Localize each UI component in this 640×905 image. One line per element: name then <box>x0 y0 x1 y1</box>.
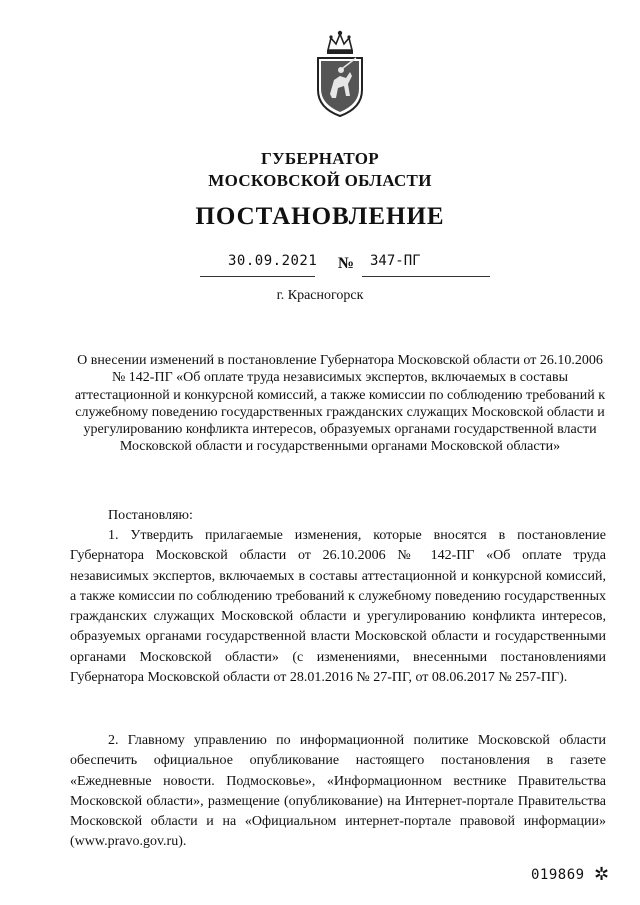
star-mark-icon: ✲ <box>594 864 610 884</box>
paragraph-2: 2. Главному управлению по информационной политике Московской области обеспечить официальное опубликование настоящего постановления в газете «Ежедневные новости. Подмосковье», «Информационном вестнике Правительства Московской области», размещение (опубликование) на Интернет-портале Правительства Московской области и на «Официальном интернет-портале правовой информации» (www.pravo.gov.ru). <box>70 733 606 850</box>
registration-code: 019869 <box>531 867 585 883</box>
document-type-title: ПОСТАНОВЛЕНИЕ <box>195 203 445 230</box>
document-subject: О внесении изменений в постановление Губернатора Московской области от 26.10.2006 № 142-ПГ «Об оплате труда независимых экспертов, включаемых в составы аттестационной и конкурсной комиссий, а также комиссии по соблюдению требований к служебному поведению государственных гражданских служащих Московской области и урегулированию конфликта интересов, образуемых органами государственной власти Московской области и государственными органами Московской области» <box>74 353 606 455</box>
date-underline <box>200 276 315 277</box>
number-underline <box>362 276 490 277</box>
number-sign: № <box>338 255 355 272</box>
city-label: г. Красногорск <box>276 288 364 303</box>
coat-of-arms-icon <box>310 28 370 118</box>
document-date: 30.09.2021 <box>228 253 318 269</box>
document-number: 347-ПГ <box>370 253 421 269</box>
issuer-region: МОСКОВСКОЙ ОБЛАСТИ <box>208 171 432 190</box>
paragraph-1: 1. Утвердить прилагаемые изменения, которые вносятся в постановление Губернатора Московской области от 26.10.2006 № 142-ПГ «Об оплате труда независимых экспертов, включаемых в составы аттестационной и конкурсной комиссий, а также комиссии по соблюдению требований к служебному поведению государственных гражданских служащих Московской области и урегулированию конфликта интересов, образуемых органами государственной власти Московской области и государственными органами Московской области» (с изменениями, внесенными постановлениями Губернатора Московской области от 28.01.2016 № 27-ПГ, от 08.06.2017 № 257-ПГ). <box>70 528 606 686</box>
decree-word: Постановляю: <box>108 508 193 523</box>
issuer-title: ГУБЕРНАТОР <box>261 149 379 168</box>
